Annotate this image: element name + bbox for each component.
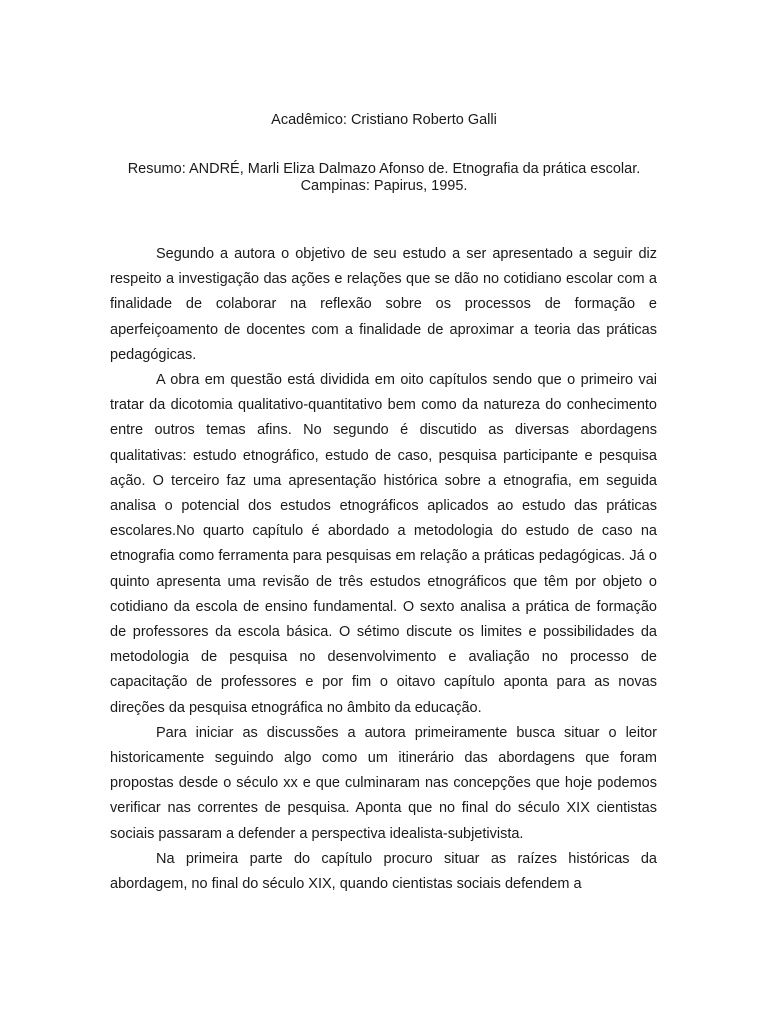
author-line: Acadêmico: Cristiano Roberto Galli: [271, 112, 497, 128]
paragraph-4: Na primeira parte do capítulo procuro situar as raízes históricas da abordagem, no final do século XIX, quando cientistas sociais defendem a: [110, 850, 657, 893]
paragraph-3: Para iniciar as discussões a autora primeiramente busca situar o leitor historicamente seguindo algo como um itinerário das abordagens que foram propostas desde o século xx e que culminaram nas concepções que hoje podemos verificar nas correntes de pesquisa. Aponta que no final do século XIX cientistas sociais passaram a defender a perspectiva idealista-subjetivista.: [110, 724, 657, 842]
paragraph-1: Segundo a autora o objetivo de seu estudo a ser apresentado a seguir diz respeito a investigação das ações e relações que se dão no cotidiano escolar com a finalidade de colaborar na reflexão sobre os processos de formação e aperfeiçoamento de docentes com a finalidade de aproximar a teoria das práticas pedagógicas.: [110, 246, 657, 363]
paragraph-2: A obra em questão está dividida em oito capítulos sendo que o primeiro vai tratar da dicotomia qualitativo-quantitativo bem como da natureza do conhecimento entre outros temas afins. No segundo é discutido as diversas abordagens qualitativas: estudo etnográfico, estudo de caso, pesquisa participante e pesquisa ação. O terceiro faz uma apresentação histórica sobre a etnografia, em seguida analisa o potencial dos estudos etnográficos aplicados ao estudo das práticas escolares.No quarto capítulo é abordado a metodologia do estudo de caso na etnografia como ferramenta para pesquisas em relação a práticas pedagógicas. Já o quinto apresenta uma revisão de três estudos etnográficos que têm por objeto o cotidiano da escola de ensino fundamental. O sexto analisa a prática de formação de professores da escola básica. O sétimo discute os limites e possibilidades da metodologia de pesquisa no desenvolvimento e avaliação no processo de capacitação de professores e por fim o oitavo capítulo aponta para as novas direções da pesquisa etnográfica no âmbito da educação.: [110, 372, 657, 716]
body-text: [110, 242, 657, 897]
citation: Resumo: ANDRÉ, Marli Eliza Dalmazo Afonso de. Etnografia da prática escolar. Campinas: Papirus, 1995.: [127, 161, 641, 194]
